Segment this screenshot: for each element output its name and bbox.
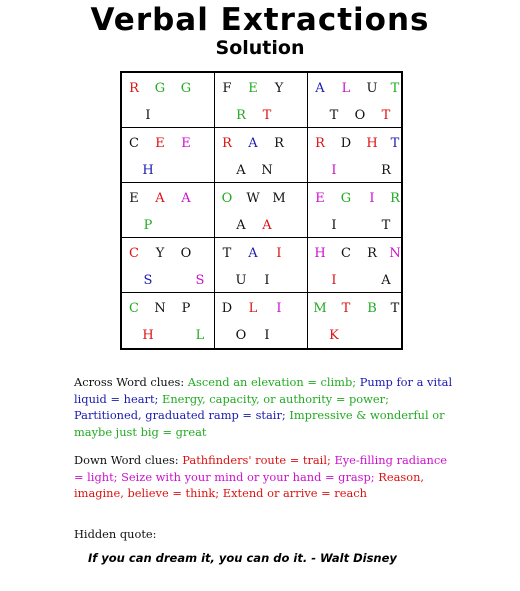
grid-letter: E [315,191,325,206]
grid-letter: G [340,191,352,206]
hidden-quote: If you can dream it, you can do it. - Walt Disney [88,551,397,565]
grid-letter: I [276,246,282,261]
down-clue: Seize with your mind or your hand = grasp; [121,469,375,484]
grid-cell [215,238,308,293]
grid-letter: E [155,136,165,151]
grid-letter: R [236,108,246,123]
page-title: Verbal Extractions [90,2,430,38]
grid-cell [122,238,215,293]
grid-cell [215,128,308,183]
grid-letter: A [248,136,258,151]
down-clue: Pathfinders' route = trail; [182,453,331,467]
grid-cell [308,128,401,183]
grid-cell [122,293,215,348]
grid-letter: T [222,246,232,261]
grid-letter: A [381,273,391,288]
grid-letter: T [381,218,391,233]
grid-letter: C [341,246,351,261]
across-clues [74,374,454,440]
grid-letter: M [313,301,327,316]
grid-letter: O [180,246,192,261]
across-clue: Energy, capacity, or authority = power; [162,391,389,406]
grid-letter: U [235,273,247,288]
grid-letter: T [390,136,400,151]
down-clue: Reason, imagine, believe = think; [74,469,425,500]
grid-letter: I [276,301,282,316]
grid-cell [122,73,215,128]
down-clue: Extend or arrive = reach [222,486,367,500]
grid-letter: N [389,246,401,261]
grid-letter: O [235,328,247,343]
grid-letter: T [390,301,400,316]
grid-letter: H [142,328,154,343]
grid-letter: A [262,218,272,233]
grid-letter: B [367,301,377,316]
grid-letter: I [331,163,337,178]
grid-letter: R [367,246,377,261]
grid-cell [215,293,308,348]
grid-letter: F [222,81,232,96]
grid-letter: R [381,163,391,178]
grid-letter: E [248,81,258,96]
down-clues-heading: Down Word clues: [74,453,179,467]
across-clue: Pump for a vital liquid = heart; [74,375,453,406]
grid-letter: I [264,273,270,288]
grid-letter: E [129,191,139,206]
grid-letter: I [331,218,337,233]
grid-letter: G [154,81,166,96]
grid-letter: E [181,136,191,151]
grid-cell [122,183,215,238]
grid-letter: T [341,301,351,316]
grid-letter: R [315,136,325,151]
grid-letter: I [264,328,270,343]
across-clues-heading: Across Word clues: [74,375,185,389]
grid-letter: N [154,301,166,316]
down-clue: Eye-filling radiance = light; [74,453,447,484]
grid-letter: P [143,218,153,233]
grid-letter: R [390,191,400,206]
hidden-quote-label: Hidden quote: [74,527,157,541]
word-grid [120,71,403,350]
grid-letter: I [369,191,375,206]
grid-letter: T [262,108,272,123]
grid-letter: W [246,191,260,206]
across-clue: Partitioned, graduated ramp = stair; [74,408,286,422]
grid-cell [308,293,401,348]
grid-cell [215,73,308,128]
grid-letter: C [129,246,139,261]
grid-letter: A [248,246,258,261]
grid-letter: T [381,108,391,123]
page-subtitle: Solution [215,37,305,59]
grid-letter: H [142,163,154,178]
grid-letter: N [261,163,273,178]
grid-letter: G [180,81,192,96]
grid-letter: A [155,191,165,206]
grid-letter: D [340,136,352,151]
grid-cell [308,73,401,128]
grid-letter: K [329,328,339,343]
grid-letter: R [129,81,139,96]
grid-letter: R [222,136,232,151]
grid-letter: L [195,328,205,343]
grid-letter: C [129,301,139,316]
grid-letter: L [248,301,258,316]
across-clue: Ascend an elevation = climb; [187,375,357,389]
grid-letter: S [195,273,205,288]
grid-letter: H [366,136,378,151]
grid-letter: R [274,136,284,151]
grid-letter: I [331,273,337,288]
grid-letter: A [315,81,325,96]
grid-letter: M [272,191,286,206]
grid-letter: Y [274,81,284,96]
grid-letter: A [236,218,246,233]
grid-cell [122,128,215,183]
grid-letter: U [366,81,378,96]
grid-letter: T [390,81,400,96]
grid-letter: T [329,108,339,123]
grid-letter: Y [155,246,165,261]
grid-letter: D [221,301,233,316]
across-clue: Impressive & wonderful or maybe just big = great [74,408,445,439]
grid-letter: S [143,273,153,288]
grid-cell [308,183,401,238]
grid-letter: L [341,81,351,96]
grid-letter: H [314,246,326,261]
grid-letter: O [221,191,233,206]
grid-letter: C [129,136,139,151]
grid-letter: P [181,301,191,316]
grid-letter: A [236,163,246,178]
grid-letter: I [145,108,151,123]
grid-letter: O [354,108,366,123]
grid-cell [308,238,401,293]
grid-letter: A [181,191,191,206]
down-clues [74,452,454,502]
grid-cell [215,183,308,238]
